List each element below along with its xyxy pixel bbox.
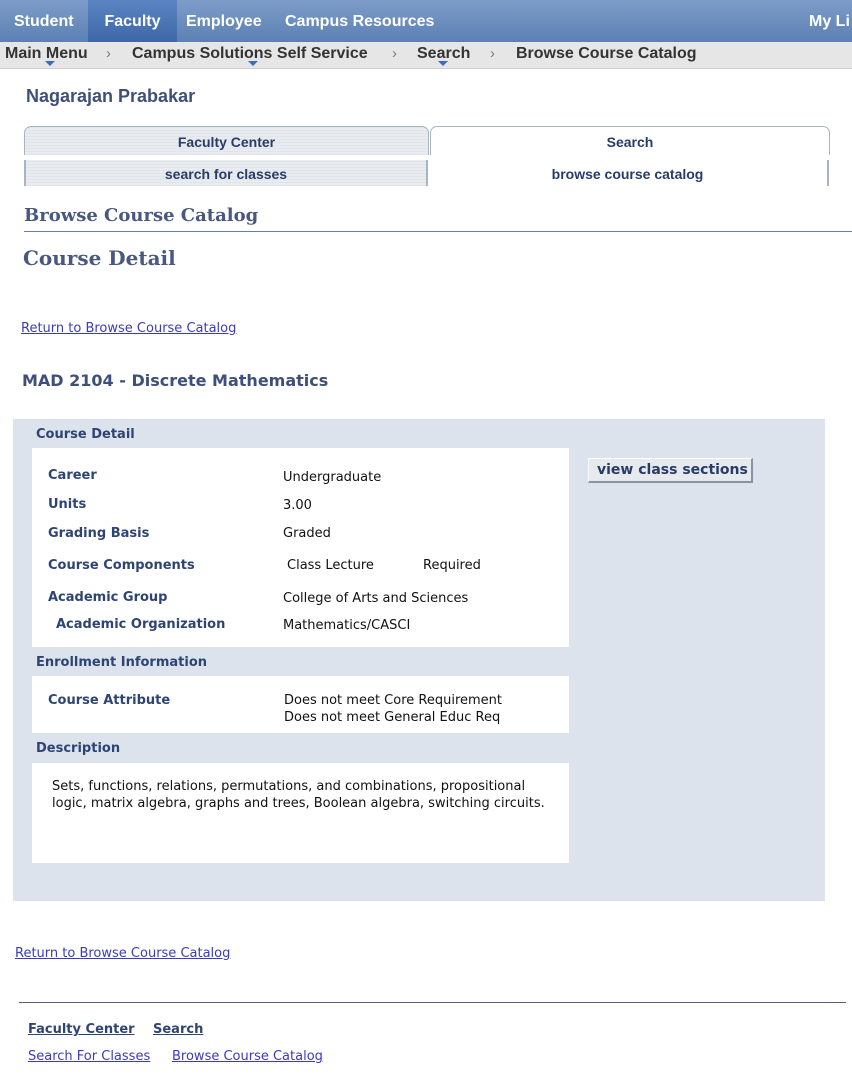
page-title: Course Detail <box>23 246 176 270</box>
nav-campus-resources[interactable]: Campus Resources <box>285 13 435 30</box>
career-value: Undergraduate <box>283 470 382 485</box>
section-title-description: Description <box>36 741 121 756</box>
units-value: 3.00 <box>283 498 312 513</box>
footer-link-search-for-classes[interactable]: Search For Classes <box>28 1049 151 1064</box>
breadcrumb-main-menu[interactable]: Main Menu <box>5 45 88 62</box>
academic-group-label: Academic Group <box>48 590 168 605</box>
footer-divider <box>19 1002 846 1003</box>
academic-group-value: College of Arts and Sciences <box>283 591 469 606</box>
course-components-value: Class Lecture <box>287 558 374 573</box>
chevron-right-icon: › <box>392 45 397 62</box>
nav-my-library[interactable]: My Li <box>809 13 850 30</box>
chevron-right-icon: › <box>106 45 111 62</box>
top-navigation-bar <box>0 0 852 42</box>
tab-search[interactable]: Search <box>430 126 830 155</box>
description-line-1: Sets, functions, relations, permutations, and combinations, propositional <box>52 779 526 794</box>
nav-faculty[interactable]: Faculty <box>88 0 177 42</box>
tab-faculty-center[interactable]: Faculty Center <box>24 126 429 155</box>
footer-link-browse-course-catalog[interactable]: Browse Course Catalog <box>172 1049 323 1064</box>
description-box <box>32 763 569 863</box>
footer-link-faculty-center[interactable]: Faculty Center <box>28 1022 135 1037</box>
chevron-right-icon: › <box>490 45 495 62</box>
dropdown-arrow-icon[interactable] <box>438 61 448 66</box>
description-line-2: logic, matrix algebra, graphs and trees, Boolean algebra, switching circuits. <box>52 796 545 811</box>
breadcrumb-self-service[interactable]: Campus Solutions Self Service <box>132 45 368 62</box>
breadcrumb <box>0 42 852 69</box>
career-label: Career <box>48 468 97 483</box>
course-title: MAD 2104 - Discrete Mathematics <box>22 371 329 390</box>
subtab-browse-course-catalog[interactable]: browse course catalog <box>428 160 829 186</box>
dropdown-arrow-icon[interactable] <box>45 61 55 66</box>
return-to-catalog-link[interactable]: Return to Browse Course Catalog <box>21 321 237 336</box>
course-attribute-value-2: Does not meet General Educ Req <box>284 710 501 725</box>
course-components-label: Course Components <box>48 558 195 573</box>
section-title-course-detail: Course Detail <box>36 427 135 442</box>
academic-organization-label: Academic Organization <box>56 617 226 632</box>
grading-basis-label: Grading Basis <box>48 526 150 541</box>
page-header: Browse Course Catalog <box>24 205 259 226</box>
units-label: Units <box>48 497 87 512</box>
grading-basis-value: Graded <box>283 526 331 541</box>
breadcrumb-search[interactable]: Search <box>417 45 471 62</box>
dropdown-arrow-icon[interactable] <box>248 61 258 66</box>
nav-employee[interactable]: Employee <box>186 13 262 30</box>
academic-organization-value: Mathematics/CASCI <box>283 618 411 633</box>
breadcrumb-browse-course-catalog[interactable]: Browse Course Catalog <box>516 45 697 62</box>
course-attribute-label: Course Attribute <box>48 693 171 708</box>
footer-link-search[interactable]: Search <box>153 1022 204 1037</box>
user-name: Nagarajan Prabakar <box>26 86 196 106</box>
view-class-sections-button[interactable]: view class sections <box>588 458 753 483</box>
nav-student[interactable]: Student <box>14 13 74 30</box>
course-components-required: Required <box>423 558 481 573</box>
course-attribute-value-1: Does not meet Core Requirement <box>284 693 503 708</box>
section-title-enrollment: Enrollment Information <box>36 655 208 670</box>
return-to-catalog-link-bottom[interactable]: Return to Browse Course Catalog <box>15 946 231 961</box>
subtab-search-for-classes[interactable]: search for classes <box>24 160 428 186</box>
header-divider <box>24 231 852 232</box>
